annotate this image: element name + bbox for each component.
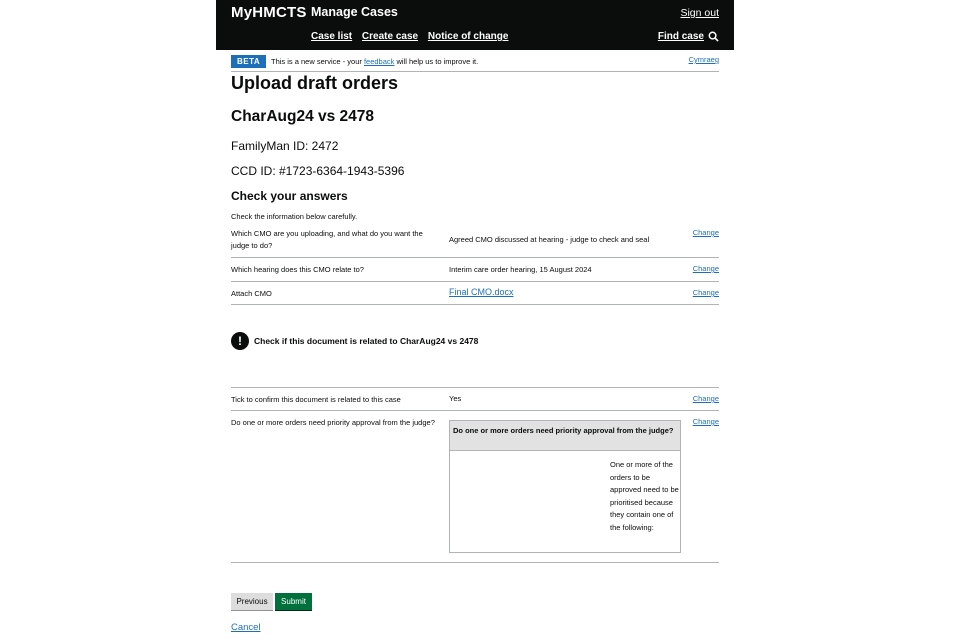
answer-question: Do one or more orders need priority approval from the judge? <box>231 418 435 427</box>
familyman-id: FamilyMan ID: 2472 <box>231 139 339 153</box>
nav-create-case[interactable]: Create case <box>361 31 419 42</box>
change-link[interactable]: Change <box>692 288 719 297</box>
find-case-link[interactable] <box>658 31 719 42</box>
beta-tag: BETA <box>231 55 266 68</box>
submit-button[interactable]: Submit <box>275 593 312 610</box>
brand-logo[interactable]: MyHMCTS <box>231 4 307 21</box>
warning-text <box>231 332 478 350</box>
answer-question: Tick to confirm this document is related to this case <box>231 395 401 404</box>
nav-case-list[interactable]: Case list <box>311 31 353 42</box>
change-link[interactable]: Change <box>692 228 719 237</box>
language-toggle-link[interactable]: Cymraeg <box>688 55 719 64</box>
cmo-document-link[interactable]: Final CMO.docx <box>449 287 514 297</box>
case-title: CharAug24 vs 2478 <box>231 108 375 125</box>
cancel-link[interactable]: Cancel <box>231 622 261 633</box>
nav-notice-of-change[interactable]: Notice of change <box>427 31 509 42</box>
check-hint: Check the information below carefully. <box>231 212 358 221</box>
answer-row-confirm <box>231 388 719 411</box>
answer-row-cmo-type <box>231 228 719 258</box>
nested-table-value: One or more of the orders to be approved need to be prioritised because they contain one of the following: <box>610 460 679 532</box>
sign-out-link[interactable]: Sign out <box>680 7 719 19</box>
answer-value: Yes <box>449 394 462 403</box>
change-link[interactable]: Change <box>692 417 719 426</box>
change-link[interactable]: Change <box>692 264 719 273</box>
divider <box>231 71 719 72</box>
service-name[interactable]: Manage Cases <box>311 5 398 19</box>
beta-banner-text <box>271 57 478 66</box>
beta-text-before: This is a new service - your <box>271 57 364 66</box>
ccd-id: CCD ID: #1723-6364-1943-5396 <box>231 164 405 178</box>
previous-button[interactable]: Previous <box>231 593 273 610</box>
answer-question: Which hearing does this CMO relate to? <box>231 265 364 274</box>
priority-nested-table <box>449 420 681 553</box>
search-icon <box>708 31 719 42</box>
beta-text-after: will help us to improve it. <box>394 57 479 66</box>
answer-value <box>449 286 681 299</box>
answer-question: Attach CMO <box>231 289 272 298</box>
nested-table-heading: Do one or more orders need priority approval from the judge? <box>450 421 680 451</box>
find-case-label: Find case <box>657 31 704 42</box>
answer-value: Interim care order hearing, 15 August 2024 <box>449 265 592 274</box>
feedback-link[interactable]: feedback <box>363 57 395 66</box>
answer-question: Which CMO are you uploading, and what do you want the judge to do? <box>231 229 423 250</box>
answer-row-attach-cmo <box>231 282 719 305</box>
answer-row-hearing <box>231 258 719 282</box>
top-header <box>216 0 734 50</box>
check-your-answers-heading: Check your answers <box>231 189 348 203</box>
primary-nav <box>311 31 515 42</box>
answer-value: Agreed CMO discussed at hearing - judge to check and seal <box>449 235 650 244</box>
warning-message: Check if this document is related to CharAug24 vs 2478 <box>254 336 479 346</box>
warning-icon: ! <box>231 332 249 350</box>
change-link[interactable]: Change <box>692 394 719 403</box>
page-title: Upload draft orders <box>231 73 399 93</box>
